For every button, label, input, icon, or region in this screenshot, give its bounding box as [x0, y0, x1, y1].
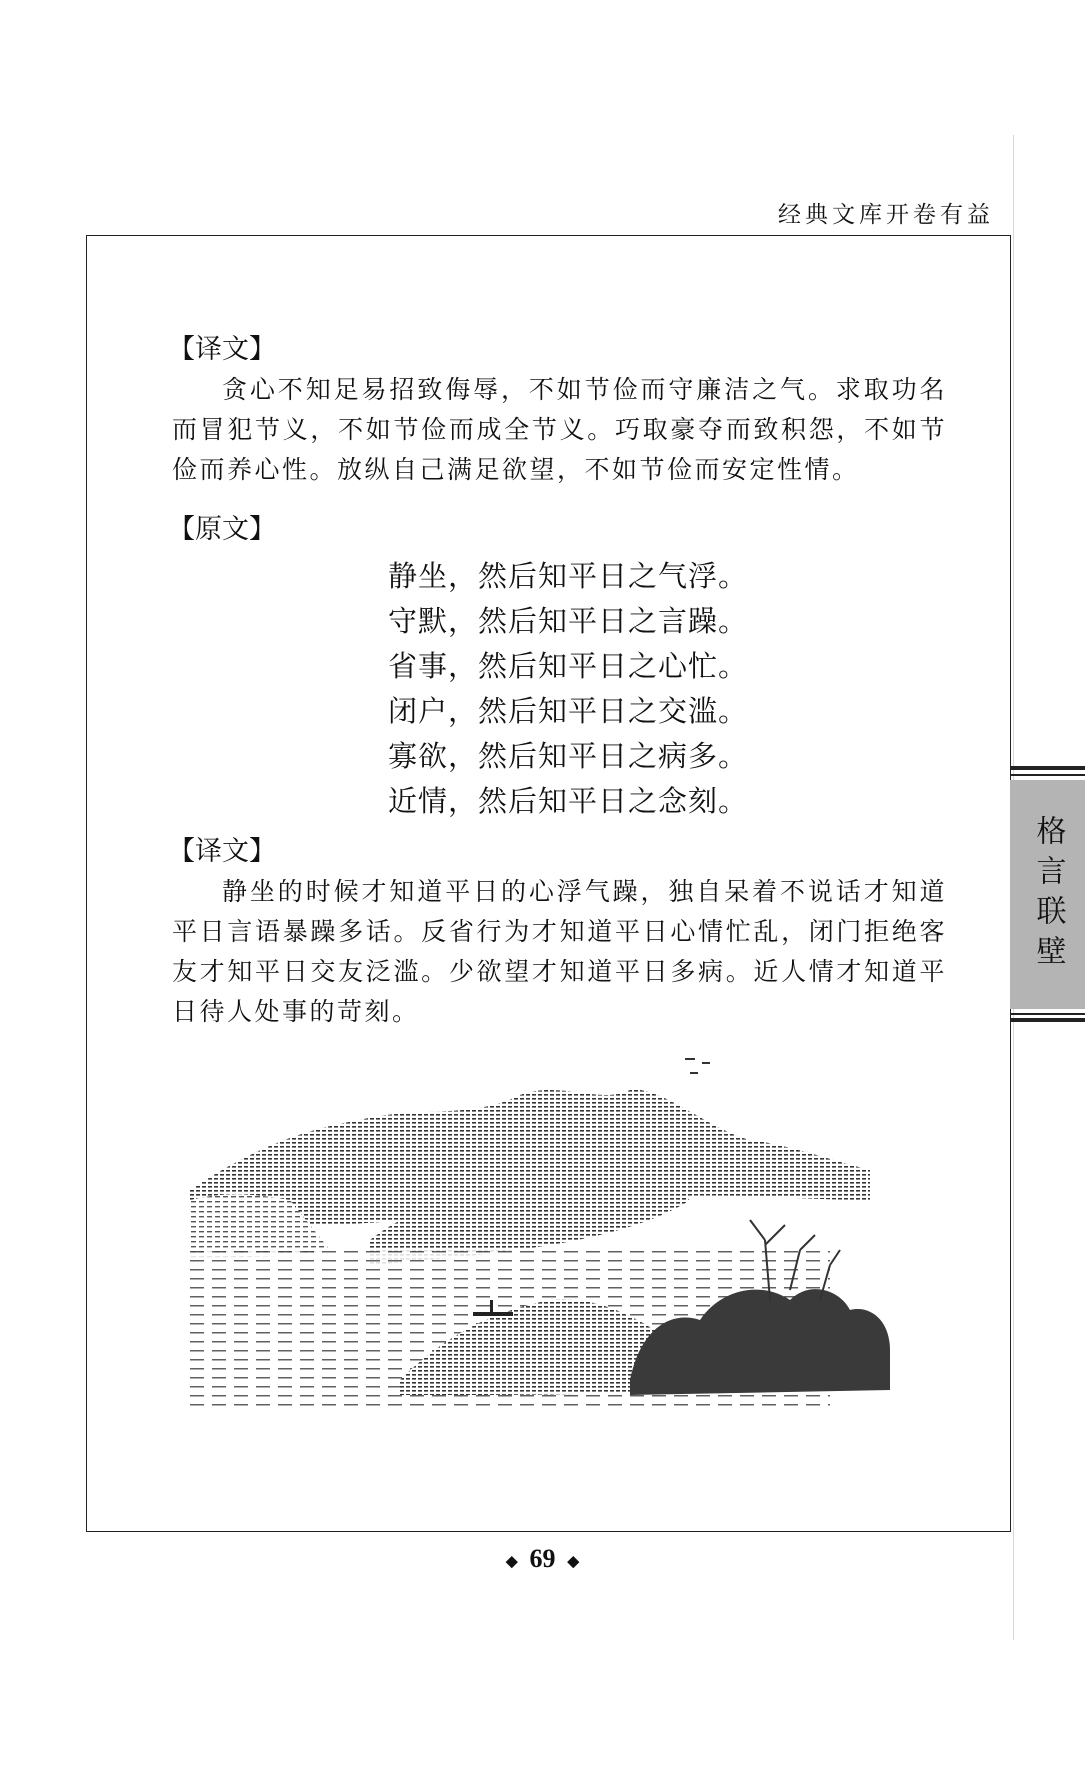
section-heading-original: 【原文】: [168, 514, 276, 545]
verse-line: 闭户，然后知平日之交滥。: [388, 694, 749, 728]
diamond-icon: ◆: [505, 1553, 518, 1570]
tab-label: 格言联壁: [1030, 814, 1066, 975]
verse-line: 近情，然后知平日之念刻。: [388, 784, 749, 818]
tab-rule-top-thin: [1010, 774, 1085, 776]
tab-rule-bottom-thin: [1010, 1013, 1085, 1015]
tab-rule-top: [1010, 766, 1085, 770]
tab-panel: [1010, 780, 1085, 1009]
verse-line: 寡欲，然后知平日之病多。: [388, 739, 749, 773]
running-header: 经典文库开卷有益: [778, 202, 994, 228]
main-content: [168, 330, 947, 1032]
section-heading-translation-1: 【译文】: [168, 334, 276, 365]
chapter-side-tab: [1010, 766, 1085, 1023]
verse-line: 守默，然后知平日之言躁。: [388, 604, 749, 638]
verse-line: 静坐，然后知平日之气浮。: [388, 559, 749, 593]
original-verse: [388, 554, 947, 824]
translation-paragraph-1: 贪心不知足易招致侮辱，不如节俭而守廉洁之气。求取功名而冒犯节义，不如节俭而成全节义。巧取豪夺而致积怨，不如节俭而养心性。放纵自己满足欲望，不如节俭而安定性情。: [172, 375, 947, 484]
tab-rule-bottom: [1010, 1018, 1085, 1022]
page-number: 69: [529, 1544, 556, 1573]
diamond-icon: ◆: [567, 1553, 580, 1570]
landscape-ink-illustration-icon: [190, 1050, 930, 1470]
translation-paragraph-2: 静坐的时候才知道平日的心浮气躁，独自呆着不说话才知道平日言语暴躁多话。反省行为才知道平日心情忙乱，闭门拒绝客友才知平日交友泛滥。少欲望才知道平日多病。近人情才知道平日待人处事的苛刻。: [172, 877, 947, 1026]
verse-line: 省事，然后知平日之心忙。: [388, 649, 749, 683]
page-footer: [0, 1544, 1085, 1574]
section-heading-translation-2: 【译文】: [168, 836, 276, 867]
